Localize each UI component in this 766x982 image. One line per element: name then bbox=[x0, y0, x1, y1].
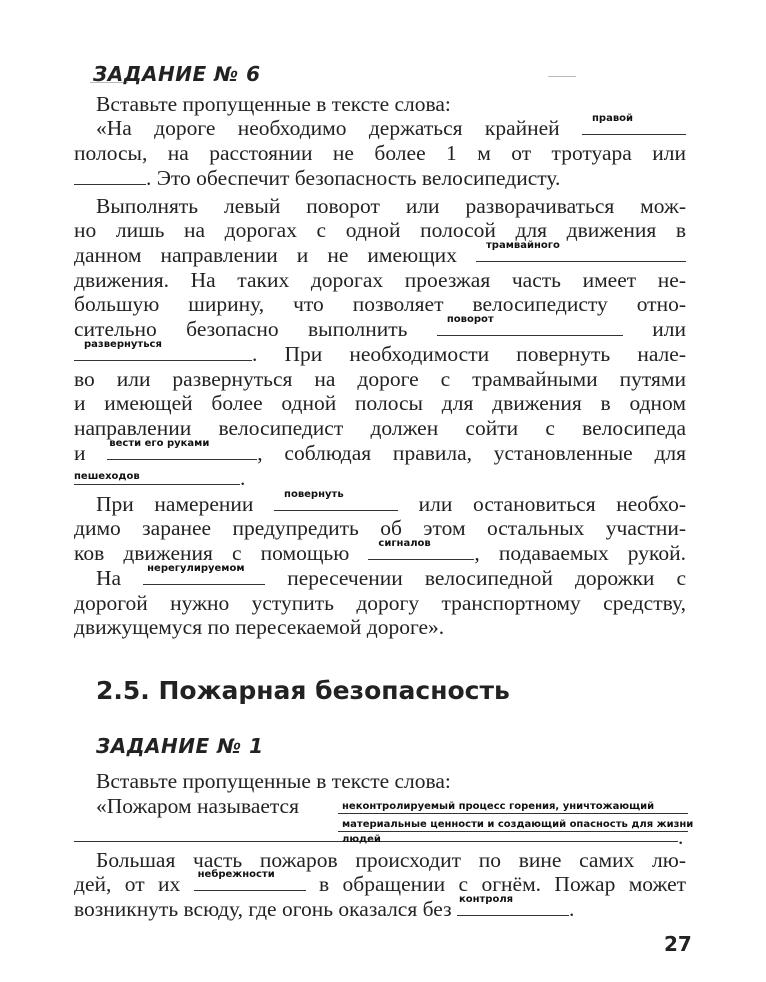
section-title: 2.5. Пожарная безопасность bbox=[96, 676, 510, 705]
handwritten-answer: повернуть bbox=[284, 489, 344, 501]
answer-blank bbox=[582, 113, 686, 135]
answer-blank bbox=[338, 813, 688, 814]
text-line: движения. На таких дорогах проезжая часть имеет не- bbox=[74, 268, 686, 292]
task-1-instruction: Вставьте пропущенные в тексте слова: bbox=[96, 769, 451, 793]
text-line: . Это обеспечит безопасность велосипедисту. bbox=[74, 166, 686, 191]
handwritten-answer: пешеходов bbox=[74, 471, 140, 482]
handwritten-answer: материальные ценности и создающий опасность для жизни bbox=[342, 819, 694, 830]
text-line: полосы, на расстоянии не более 1 м от тротуара или bbox=[74, 141, 686, 165]
answer-blank bbox=[476, 240, 686, 262]
answer-blank bbox=[74, 484, 240, 485]
text-line: и вести его руками , соблюдая правила, установленные для bbox=[74, 441, 686, 466]
handwritten-answer: развернуться bbox=[84, 339, 162, 351]
text-line: димо заранее предупредить об этом остальных участни- bbox=[74, 516, 686, 540]
handwritten-answer: контроля bbox=[458, 894, 514, 906]
handwritten-answer: вести его руками bbox=[109, 438, 210, 450]
text-line: развернуться . При необходимости повернуть нале- bbox=[74, 342, 686, 367]
handwritten-answer: трамвайного bbox=[486, 240, 560, 252]
text-line: сительно безопасно выполнить поворот или bbox=[74, 317, 686, 342]
task-6-instruction: Вставьте пропущенные в тексте слова: bbox=[96, 92, 451, 116]
text-line: движущемуся по пересекаемой дороге». bbox=[74, 615, 445, 639]
text-line: . bbox=[240, 466, 246, 490]
text-line: большую ширину, что позволяет велосипедисту отно- bbox=[74, 292, 686, 316]
text-line: во или развернуться на дороге с трамвайными путями bbox=[74, 367, 686, 391]
answer-blank bbox=[74, 167, 146, 185]
answer-blank bbox=[274, 489, 398, 511]
page-number: 27 bbox=[664, 932, 692, 956]
handwritten-answer: правой bbox=[592, 113, 634, 125]
text-line: данном направлении и не имеющих трамвайного bbox=[74, 243, 686, 268]
text-line: Выполнять левый поворот или разворачиваться мож- bbox=[96, 194, 686, 218]
text-line: На нерегулируемом пересечении велосипедной дорожки с bbox=[96, 566, 686, 591]
answer-blank bbox=[437, 314, 623, 336]
text-line: При намерении повернуть или остановиться необхо- bbox=[96, 492, 686, 517]
text-line: Большая часть пожаров происходит по вине самих лю- bbox=[96, 848, 686, 872]
text-line: и имеющей более одной полосы для движения в одном bbox=[74, 391, 686, 415]
answer-blank bbox=[143, 563, 265, 585]
text-line: . bbox=[678, 825, 684, 849]
answer-blank bbox=[368, 538, 474, 560]
decorative-line bbox=[548, 76, 576, 77]
handwritten-answer: неконтролируемый процесс горения, уничтожающий bbox=[342, 801, 655, 812]
answer-blank bbox=[107, 438, 257, 460]
text-line: ков движения с помощью сигналов , подаваемых рукой. bbox=[74, 541, 686, 566]
text-line: но лишь на дорогах с одной полосой для движения в bbox=[74, 218, 686, 242]
text-line: «На дороге необходимо держаться крайней правой bbox=[96, 116, 686, 141]
answer-blank bbox=[74, 339, 252, 361]
task-6-title: ЗАДАНИЕ № 6 bbox=[93, 62, 261, 86]
answer-blank bbox=[338, 831, 688, 832]
text-line: «Пожаром называется bbox=[96, 794, 299, 818]
task-1-title: ЗАДАНИЕ № 1 bbox=[96, 734, 264, 758]
text-line: возникнуть всюду, где огонь оказался без контроля . bbox=[74, 897, 686, 922]
answer-blank bbox=[194, 869, 306, 891]
handwritten-answer: поворот bbox=[446, 314, 494, 326]
answer-blank bbox=[457, 894, 569, 916]
handwritten-answer: нерегулируемом bbox=[147, 563, 245, 575]
text-line: дей, от их небрежности в обращении с огнём. Пожар может bbox=[74, 872, 686, 897]
text-line: дорогой нужно уступить дорогу транспортному средству, bbox=[74, 591, 686, 615]
handwritten-answer: небрежности bbox=[197, 869, 275, 881]
text-line: направлении велосипедист должен сойти с велосипеда bbox=[74, 416, 686, 440]
handwritten-answer: людей bbox=[342, 834, 381, 845]
handwritten-answer: сигналов bbox=[378, 538, 431, 550]
